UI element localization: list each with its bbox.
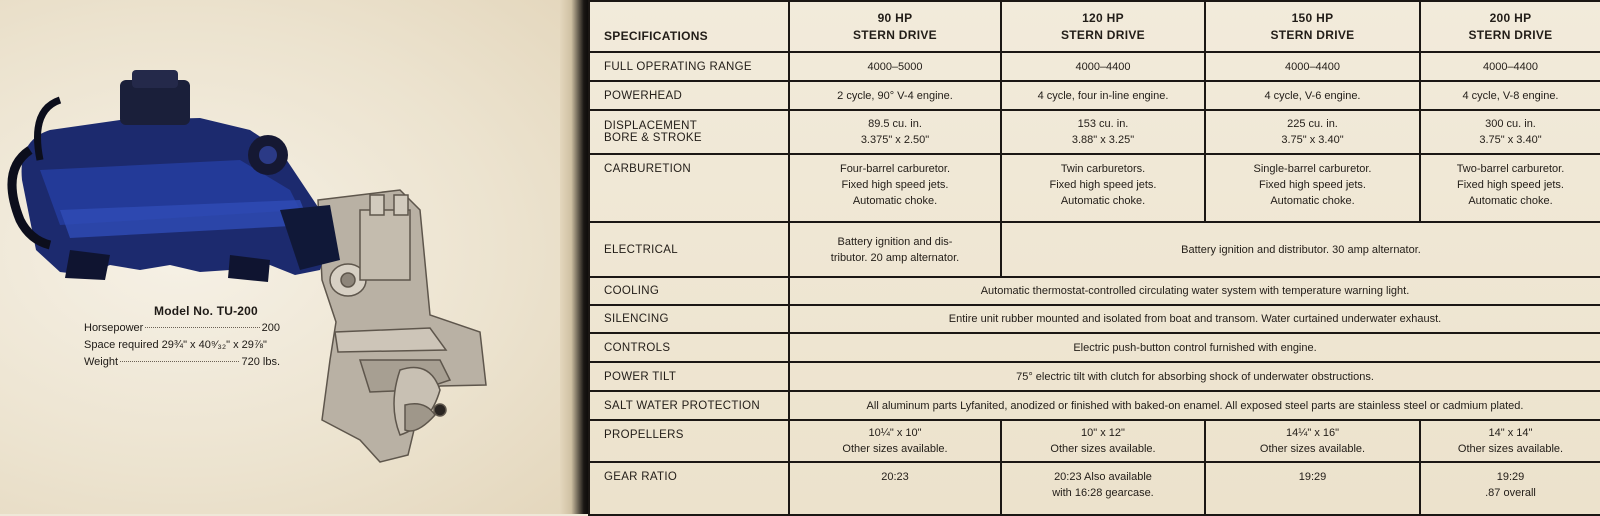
- cell: Single-barrel carburetor. Fixed high speed jets. Automatic choke.: [1205, 154, 1420, 222]
- spec-label: Space required 29¾" x 40⁹⁄₃₂" x 29⅞": [84, 339, 267, 351]
- table-row-powerhead: [589, 81, 1600, 110]
- cell-merged: 75° electric tilt with clutch for absorbing shock of underwater obstructions.: [789, 362, 1600, 391]
- space-required-spec: [84, 339, 280, 351]
- cell: 4 cycle, V-6 engine.: [1205, 81, 1420, 110]
- row-label: PROPELLERS: [589, 420, 789, 462]
- cell: 153 cu. in. 3.88" x 3.25": [1001, 110, 1205, 154]
- cell: 10¼" x 10" Other sizes available.: [789, 420, 1001, 462]
- cell: Battery ignition and dis- tributor. 20 amp alternator.: [789, 222, 1001, 277]
- weight-spec: [84, 356, 280, 368]
- table-row-cooling: [589, 277, 1600, 305]
- dot-leader: [145, 327, 259, 328]
- row-label: DISPLACEMENT BORE & STROKE: [589, 110, 789, 154]
- specifications-table: [588, 0, 1600, 516]
- outdrive-unit: [318, 190, 486, 462]
- cell: 300 cu. in. 3.75" x 3.40": [1420, 110, 1600, 154]
- cell-merged: Battery ignition and distributor. 30 amp alternator.: [1001, 222, 1600, 277]
- row-label: FULL OPERATING RANGE: [589, 52, 789, 81]
- cell: 4000–4400: [1001, 52, 1205, 81]
- table-row-salt-water: [589, 391, 1600, 420]
- horsepower-spec: [84, 322, 280, 334]
- cell-merged: Automatic thermostat-controlled circulating water system with temperature warning light.: [789, 277, 1600, 305]
- row-label: GEAR RATIO: [589, 462, 789, 515]
- cell: 4000–4400: [1420, 52, 1600, 81]
- cell: Two-barrel carburetor. Fixed high speed jets. Automatic choke.: [1420, 154, 1600, 222]
- row-label: CARBURETION: [589, 154, 789, 222]
- table-row-operating-range: [589, 52, 1600, 81]
- cell: 14¼" x 16" Other sizes available.: [1205, 420, 1420, 462]
- cell-merged: Entire unit rubber mounted and isolated from boat and transom. Water curtained underwater exhaust.: [789, 305, 1600, 333]
- cell: 19:29: [1205, 462, 1420, 515]
- table-row-silencing: [589, 305, 1600, 333]
- table-row-electrical: [589, 222, 1600, 277]
- cell: 4000–4400: [1205, 52, 1420, 81]
- table-row-propellers: [589, 420, 1600, 462]
- spec-value: 720 lbs.: [241, 356, 280, 368]
- cell: 4 cycle, four in-line engine.: [1001, 81, 1205, 110]
- cell: 225 cu. in. 3.75" x 3.40": [1205, 110, 1420, 154]
- cell: 10" x 12" Other sizes available.: [1001, 420, 1205, 462]
- cell: 2 cycle, 90° V-4 engine.: [789, 81, 1001, 110]
- table-row-controls: [589, 333, 1600, 362]
- cell: 89.5 cu. in. 3.375" x 2.50": [789, 110, 1001, 154]
- cell: 19:29 .87 overall: [1420, 462, 1600, 515]
- row-label: COOLING: [589, 277, 789, 305]
- table-row-power-tilt: [589, 362, 1600, 391]
- spec-value: 200: [261, 322, 280, 334]
- table-row-displacement: [589, 110, 1600, 154]
- spec-table-panel: [588, 0, 1600, 514]
- cell: 20:23: [789, 462, 1001, 515]
- cell: Four-barrel carburetor. Fixed high speed jets. Automatic choke.: [789, 154, 1001, 222]
- row-label: POWERHEAD: [589, 81, 789, 110]
- product-photo-panel: [0, 0, 560, 514]
- engine-block: [12, 70, 340, 282]
- header-200hp: 200 HP STERN DRIVE: [1420, 1, 1600, 52]
- cell-merged: All aluminum parts Lyfanited, anodized or finished with baked-on enamel. All exposed steel parts are stainless steel or cadmium plated.: [789, 391, 1600, 420]
- model-title: Model No. TU-200: [154, 304, 258, 318]
- header-150hp: 150 HP STERN DRIVE: [1205, 1, 1420, 52]
- cell-merged: Electric push-button control furnished with engine.: [789, 333, 1600, 362]
- dot-leader: [120, 361, 239, 362]
- row-label: ELECTRICAL: [589, 222, 789, 277]
- header-row: [589, 1, 1600, 52]
- header-90hp: 90 HP STERN DRIVE: [789, 1, 1001, 52]
- row-label: CONTROLS: [589, 333, 789, 362]
- spec-label: Weight: [84, 356, 119, 368]
- spec-label: Horsepower: [84, 322, 144, 334]
- cell: 20:23 Also available with 16:28 gearcase.: [1001, 462, 1205, 515]
- page-gutter: [560, 0, 588, 514]
- cell: Twin carburetors. Fixed high speed jets. Automatic choke.: [1001, 154, 1205, 222]
- header-specifications: SPECIFICATIONS: [589, 1, 789, 52]
- stern-drive-engine-illustration: [0, 60, 520, 470]
- row-label: POWER TILT: [589, 362, 789, 391]
- cell: 4000–5000: [789, 52, 1001, 81]
- table-row-carburetion: [589, 154, 1600, 222]
- cell: 14" x 14" Other sizes available.: [1420, 420, 1600, 462]
- row-label: SALT WATER PROTECTION: [589, 391, 789, 420]
- header-120hp: 120 HP STERN DRIVE: [1001, 1, 1205, 52]
- row-label: SILENCING: [589, 305, 789, 333]
- table-row-gear-ratio: [589, 462, 1600, 515]
- cell: 4 cycle, V-8 engine.: [1420, 81, 1600, 110]
